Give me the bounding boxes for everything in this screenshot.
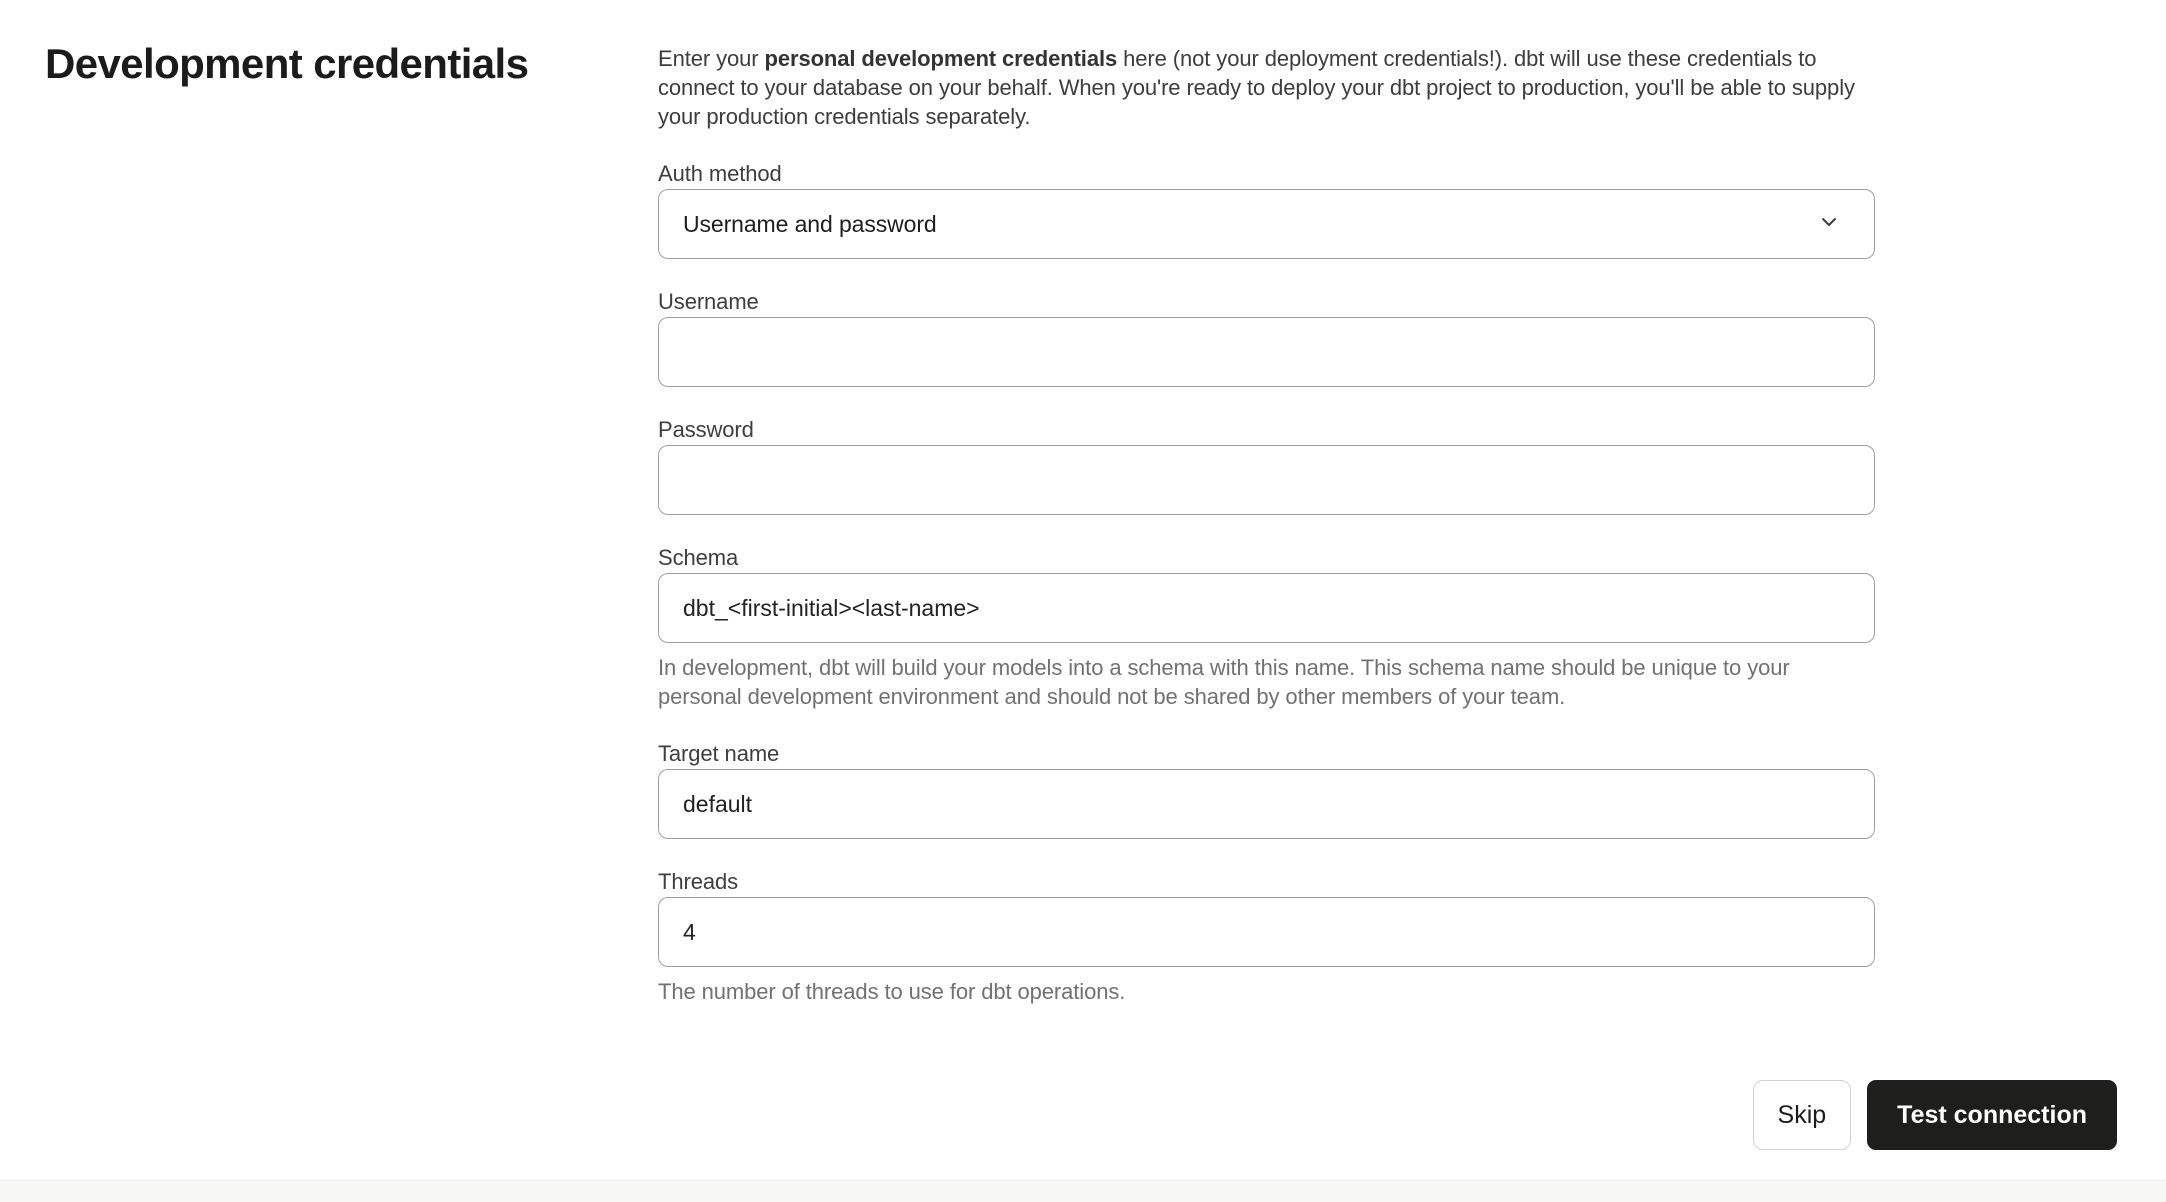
bottom-edge-strip	[0, 1180, 2166, 1202]
schema-label: Schema	[658, 545, 739, 570]
test-connection-button[interactable]: Test connection	[1867, 1080, 2117, 1150]
threads-input[interactable]	[658, 897, 1875, 967]
username-input[interactable]	[658, 317, 1875, 387]
skip-button[interactable]: Skip	[1753, 1080, 1852, 1150]
auth-method-selected-value: Username and password	[683, 210, 937, 237]
schema-helper-text: In development, dbt will build your models into a schema with this name. This schema name should be unique to your personal development environment and should not be shared by other members of your team.	[658, 655, 1790, 709]
description-text-pre: Enter your	[658, 46, 765, 71]
page-title: Development credentials	[45, 40, 529, 87]
auth-method-select[interactable]	[658, 189, 1875, 259]
auth-method-group	[658, 161, 1875, 259]
target-name-input[interactable]	[658, 769, 1875, 839]
threads-helper-text: The number of threads to use for dbt operations.	[658, 979, 1126, 1004]
threads-label: Threads	[658, 869, 739, 894]
chevron-down-icon	[1816, 209, 1842, 240]
schema-input[interactable]	[658, 573, 1875, 643]
threads-group	[658, 869, 1875, 1006]
username-group	[658, 289, 1875, 387]
auth-method-label: Auth method	[658, 161, 782, 186]
target-name-label: Target name	[658, 741, 780, 766]
description-text-post: here (not your deployment credentials!). dbt will use these credentials to connect to your database on your behalf. When you're ready to deploy your dbt project to production, you'll be able to supply your production credentials separately.	[658, 46, 1855, 129]
credentials-form	[658, 44, 1875, 1006]
password-label: Password	[658, 417, 754, 442]
description-text-bold: personal development credentials	[764, 46, 1118, 71]
footer-actions	[1753, 1080, 2117, 1150]
target-name-group	[658, 741, 1875, 839]
schema-group	[658, 545, 1875, 711]
page-description	[658, 44, 1875, 131]
password-group	[658, 417, 1875, 515]
username-label: Username	[658, 289, 759, 314]
password-input[interactable]	[658, 445, 1875, 515]
